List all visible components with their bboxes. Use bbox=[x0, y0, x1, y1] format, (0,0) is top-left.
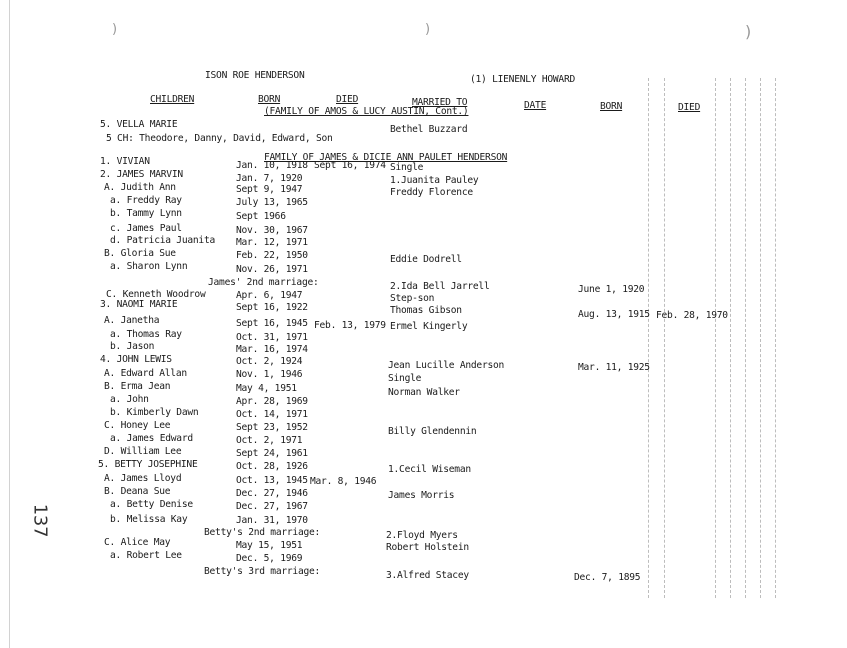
column-rule bbox=[730, 78, 731, 598]
column-rule bbox=[760, 78, 761, 598]
child-name: A. Edward Allan bbox=[104, 368, 187, 379]
child-name: C. Alice May bbox=[104, 537, 171, 548]
spouse-died-date: Feb. 28, 1970 bbox=[656, 310, 728, 321]
died-date: Feb. 13, 1979 bbox=[314, 320, 386, 331]
spouse-born-date: Aug. 13, 1915 bbox=[578, 309, 650, 320]
child-name: D. William Lee bbox=[104, 446, 182, 457]
child-name: a. Robert Lee bbox=[110, 550, 182, 561]
col-died-2: DIED bbox=[678, 102, 701, 113]
married-to: Step-son bbox=[390, 293, 435, 304]
col-married-to: MARRIED TO bbox=[412, 97, 468, 108]
child-name: 3. NAOMI MARIE bbox=[100, 299, 178, 310]
child-name: 2. JAMES MARVIN bbox=[100, 169, 183, 180]
column-rule bbox=[664, 78, 665, 598]
child-name: 1. VIVIAN bbox=[100, 156, 150, 167]
married-to: Thomas Gibson bbox=[390, 305, 462, 316]
died-date: Sept 16, 1974 bbox=[314, 160, 386, 171]
child-name: A. Janetha bbox=[104, 315, 160, 326]
col-died: DIED bbox=[336, 94, 359, 105]
spouse-born-date: June 1, 1920 bbox=[578, 284, 645, 295]
born-date: Dec. 5, 1969 bbox=[236, 553, 303, 564]
child-name: b. Melissa Kay bbox=[110, 514, 188, 525]
born-date: Mar. 16, 1974 bbox=[236, 344, 308, 355]
child-name: 5. VELLA MARIE bbox=[100, 119, 178, 130]
born-date: Sept 16, 1945 bbox=[236, 318, 308, 329]
born-date: Sept 24, 1961 bbox=[236, 448, 308, 459]
marriage-note: Betty's 3rd marriage: bbox=[204, 566, 321, 577]
married-to: Single bbox=[390, 162, 424, 173]
column-rule bbox=[745, 78, 746, 598]
born-date: July 13, 1965 bbox=[236, 197, 308, 208]
child-name: a. Freddy Ray bbox=[110, 195, 182, 206]
born-date: May 15, 1951 bbox=[236, 540, 303, 551]
born-date: Jan. 31, 1970 bbox=[236, 515, 308, 526]
spouse-born-date: Mar. 11, 1925 bbox=[578, 362, 650, 373]
born-date: Jan. 10, 1918 bbox=[236, 160, 308, 171]
born-date: Sept 9, 1947 bbox=[236, 184, 303, 195]
born-date: Oct. 28, 1926 bbox=[236, 461, 308, 472]
scan-mark: ) bbox=[425, 22, 430, 37]
married-to: Freddy Florence bbox=[390, 187, 473, 198]
born-date: Dec. 27, 1946 bbox=[236, 488, 308, 499]
child-name: B. Gloria Sue bbox=[104, 248, 176, 259]
married-to: 1.Cecil Wiseman bbox=[388, 464, 471, 475]
page-margin-line bbox=[9, 0, 10, 648]
born-date: Oct. 2, 1971 bbox=[236, 435, 303, 446]
born-date: Mar. 12, 1971 bbox=[236, 237, 308, 248]
married-to: Norman Walker bbox=[388, 387, 460, 398]
married-to: Bethel Buzzard bbox=[390, 124, 468, 135]
child-name: C. Kenneth Woodrow bbox=[106, 289, 206, 300]
scan-mark: ) bbox=[745, 22, 751, 41]
child-name: 5 CH: Theodore, Danny, David, Edward, Son bbox=[106, 133, 333, 144]
born-date: Dec. 27, 1967 bbox=[236, 501, 308, 512]
child-name: A. James Lloyd bbox=[104, 473, 182, 484]
child-name: d. Patricia Juanita bbox=[110, 235, 215, 246]
col-born-2: BORN bbox=[600, 101, 623, 112]
family-note: (FAMILY OF AMOS & LUCY AUSTIN, Cont.) bbox=[264, 106, 469, 117]
child-name: b. Tammy Lynn bbox=[110, 208, 182, 219]
child-name: a. Betty Denise bbox=[110, 499, 193, 510]
married-to: Single bbox=[388, 373, 422, 384]
born-date: Feb. 22, 1950 bbox=[236, 250, 308, 261]
column-rule bbox=[715, 78, 716, 598]
born-date: Sept 1966 bbox=[236, 211, 286, 222]
child-name: a. James Edward bbox=[110, 433, 193, 444]
family-heading: FAMILY OF JAMES & DICIE ANN PAULET HENDERSON bbox=[264, 152, 508, 163]
born-date: Jan. 7, 1920 bbox=[236, 173, 303, 184]
child-name: b. Jason bbox=[110, 341, 155, 352]
born-date: Oct. 31, 1971 bbox=[236, 332, 308, 343]
born-date: Sept 16, 1922 bbox=[236, 302, 308, 313]
spouse-name: (1) LIENENLY HOWARD bbox=[470, 74, 575, 85]
column-rule bbox=[775, 78, 776, 598]
married-to: 3.Alfred Stacey bbox=[386, 570, 469, 581]
column-rule bbox=[648, 78, 649, 598]
child-name: b. Kimberly Dawn bbox=[110, 407, 199, 418]
married-to: Eddie Dodrell bbox=[390, 254, 462, 265]
child-name: B. Deana Sue bbox=[104, 486, 171, 497]
born-date: Nov. 30, 1967 bbox=[236, 225, 308, 236]
child-name: a. John bbox=[110, 394, 149, 405]
married-to: 2.Ida Bell Jarrell bbox=[390, 281, 490, 292]
married-to: Jean Lucille Anderson bbox=[388, 360, 505, 371]
married-to: 2.Floyd Myers bbox=[386, 530, 458, 541]
scan-mark: ) bbox=[112, 22, 117, 37]
married-to: Robert Holstein bbox=[386, 542, 469, 553]
col-children: CHILDREN bbox=[150, 94, 195, 105]
born-date: Apr. 28, 1969 bbox=[236, 396, 308, 407]
born-date: Oct. 2, 1924 bbox=[236, 356, 303, 367]
died-date: Mar. 8, 1946 bbox=[310, 476, 377, 487]
child-name: a. Sharon Lynn bbox=[110, 261, 188, 272]
page-number: 137 bbox=[29, 503, 51, 538]
married-to: Billy Glendennin bbox=[388, 426, 477, 437]
born-date: Oct. 13, 1945 bbox=[236, 475, 308, 486]
born-date: Apr. 6, 1947 bbox=[236, 290, 303, 301]
col-born: BORN bbox=[258, 94, 281, 105]
born-date: Nov. 26, 1971 bbox=[236, 264, 308, 275]
child-name: 4. JOHN LEWIS bbox=[100, 354, 172, 365]
col-date: DATE bbox=[524, 100, 547, 111]
married-to: 1.Juanita Pauley bbox=[390, 175, 479, 186]
marriage-note: Betty's 2nd marriage: bbox=[204, 527, 321, 538]
born-date: May 4, 1951 bbox=[236, 383, 297, 394]
person-name: ISON ROE HENDERSON bbox=[205, 70, 305, 81]
spouse-born-date: Dec. 7, 1895 bbox=[574, 572, 641, 583]
child-name: 5. BETTY JOSEPHINE bbox=[98, 459, 198, 470]
marriage-note: James' 2nd marriage: bbox=[208, 277, 319, 288]
child-name: C. Honey Lee bbox=[104, 420, 171, 431]
child-name: A. Judith Ann bbox=[104, 182, 176, 193]
child-name: a. Thomas Ray bbox=[110, 329, 182, 340]
born-date: Sept 23, 1952 bbox=[236, 422, 308, 433]
born-date: Oct. 14, 1971 bbox=[236, 409, 308, 420]
child-name: c. James Paul bbox=[110, 223, 182, 234]
married-to: James Morris bbox=[388, 490, 455, 501]
born-date: Nov. 1, 1946 bbox=[236, 369, 303, 380]
married-to: Ermel Kingerly bbox=[390, 321, 468, 332]
child-name: B. Erma Jean bbox=[104, 381, 171, 392]
